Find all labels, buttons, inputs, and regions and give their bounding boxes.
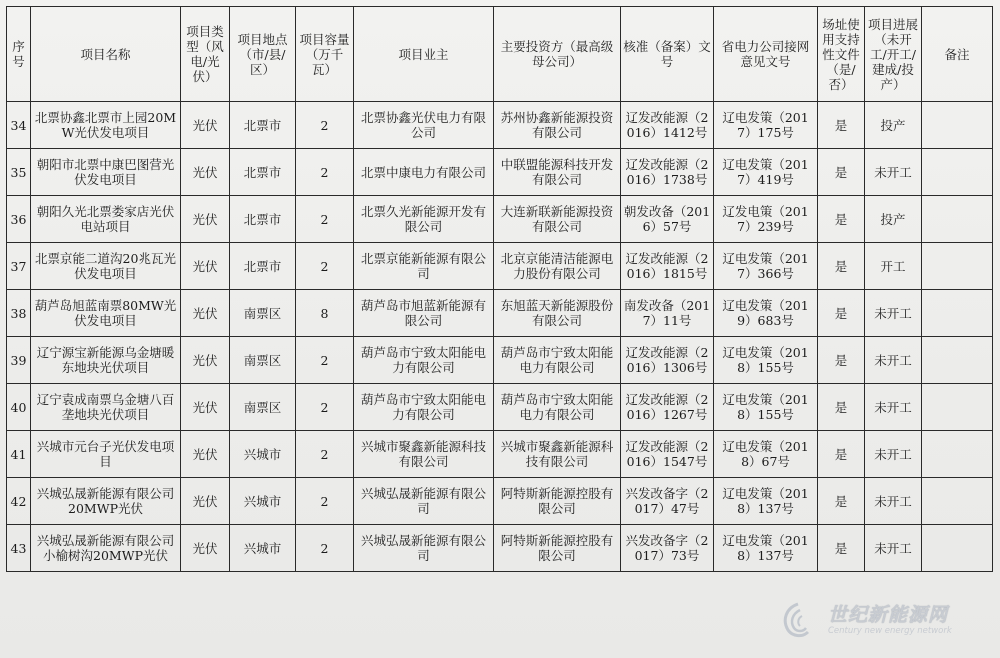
owner-cell: 葫芦岛市宁致太阳能电力有限公司 xyxy=(354,337,494,384)
row-number-cell: 38 xyxy=(7,290,31,337)
approval-number-cell: 辽发改能源（2016）1547号 xyxy=(621,431,714,478)
owner-cell: 北票中康电力有限公司 xyxy=(354,149,494,196)
header-cell: 项目名称 xyxy=(31,7,181,102)
header-row xyxy=(7,7,993,102)
project-name-cell: 朝阳久光北票娄家店光伏电站项目 xyxy=(31,196,181,243)
investor-cell: 葫芦岛市宁致太阳能电力有限公司 xyxy=(494,384,621,431)
grid-approval-cell: 辽电发策（2018）137号 xyxy=(714,478,818,525)
remarks-cell xyxy=(922,431,993,478)
project-location-cell: 北票市 xyxy=(230,196,296,243)
approval-number-cell: 兴发改备字（2017）73号 xyxy=(621,525,714,572)
investor-cell: 大连新联新能源投资有限公司 xyxy=(494,196,621,243)
progress-cell: 未开工 xyxy=(865,525,922,572)
remarks-cell xyxy=(922,149,993,196)
remarks-cell xyxy=(922,243,993,290)
owner-cell: 北票协鑫光伏电力有限公司 xyxy=(354,102,494,149)
remarks-cell xyxy=(922,196,993,243)
watermark xyxy=(776,598,986,644)
remarks-cell xyxy=(922,384,993,431)
header-cell: 核准（备案）文号 xyxy=(621,7,714,102)
project-name-cell: 北票协鑫北票市上园20MW光伏发电项目 xyxy=(31,102,181,149)
progress-cell: 投产 xyxy=(865,196,922,243)
approval-number-cell: 兴发改备字（2017）47号 xyxy=(621,478,714,525)
row-number-cell: 35 xyxy=(7,149,31,196)
capacity-cell: 2 xyxy=(296,149,354,196)
swirl-logo-icon xyxy=(776,600,820,644)
grid-approval-cell: 辽电发策（2018）155号 xyxy=(714,384,818,431)
capacity-cell: 2 xyxy=(296,384,354,431)
owner-cell: 兴城弘晟新能源有限公司 xyxy=(354,525,494,572)
owner-cell: 北票久光新能源开发有限公司 xyxy=(354,196,494,243)
header-cell: 项目地点（市/县/区） xyxy=(230,7,296,102)
project-location-cell: 南票区 xyxy=(230,337,296,384)
table-row xyxy=(7,337,993,384)
investor-cell: 北京京能清洁能源电力股份有限公司 xyxy=(494,243,621,290)
progress-cell: 未开工 xyxy=(865,384,922,431)
project-name-cell: 兴城市元台子光伏发电项目 xyxy=(31,431,181,478)
project-type-cell: 光伏 xyxy=(181,525,230,572)
remarks-cell xyxy=(922,337,993,384)
capacity-cell: 2 xyxy=(296,196,354,243)
row-number-cell: 41 xyxy=(7,431,31,478)
project-type-cell: 光伏 xyxy=(181,337,230,384)
project-location-cell: 兴城市 xyxy=(230,478,296,525)
capacity-cell: 2 xyxy=(296,478,354,525)
progress-cell: 未开工 xyxy=(865,478,922,525)
project-type-cell: 光伏 xyxy=(181,196,230,243)
project-name-cell: 朝阳市北票中康巴图营光伏发电项目 xyxy=(31,149,181,196)
owner-cell: 兴城弘晟新能源有限公司 xyxy=(354,478,494,525)
site-support-cell: 是 xyxy=(818,337,865,384)
table-row xyxy=(7,243,993,290)
table-row xyxy=(7,478,993,525)
investor-cell: 兴城市聚鑫新能源科技有限公司 xyxy=(494,431,621,478)
capacity-cell: 2 xyxy=(296,337,354,384)
table-row xyxy=(7,525,993,572)
project-name-cell: 兴城弘晟新能源有限公司20MWP光伏 xyxy=(31,478,181,525)
investor-cell: 中联盟能源科技开发有限公司 xyxy=(494,149,621,196)
progress-cell: 未开工 xyxy=(865,431,922,478)
project-type-cell: 光伏 xyxy=(181,149,230,196)
project-name-cell: 辽宁袁成南票乌金塘八百垄地块光伏项目 xyxy=(31,384,181,431)
remarks-cell xyxy=(922,102,993,149)
grid-approval-cell: 辽电发策（2017）175号 xyxy=(714,102,818,149)
investor-cell: 葫芦岛市宁致太阳能电力有限公司 xyxy=(494,337,621,384)
investor-cell: 东旭蓝天新能源股份有限公司 xyxy=(494,290,621,337)
project-name-cell: 北票京能二道沟20兆瓦光伏发电项目 xyxy=(31,243,181,290)
project-location-cell: 南票区 xyxy=(230,290,296,337)
project-type-cell: 光伏 xyxy=(181,102,230,149)
grid-approval-cell: 辽电发策（2017）366号 xyxy=(714,243,818,290)
header-cell: 序号 xyxy=(7,7,31,102)
investor-cell: 阿特斯新能源控股有限公司 xyxy=(494,478,621,525)
table-row xyxy=(7,384,993,431)
approval-number-cell: 辽发改能源（2016）1815号 xyxy=(621,243,714,290)
remarks-cell xyxy=(922,290,993,337)
header-cell: 备注 xyxy=(922,7,993,102)
owner-cell: 葫芦岛市旭蓝新能源有限公司 xyxy=(354,290,494,337)
progress-cell: 未开工 xyxy=(865,337,922,384)
investor-cell: 阿特斯新能源控股有限公司 xyxy=(494,525,621,572)
project-location-cell: 北票市 xyxy=(230,243,296,290)
project-location-cell: 北票市 xyxy=(230,102,296,149)
row-number-cell: 36 xyxy=(7,196,31,243)
header-cell: 项目进展（未开工/开工/建成/投产） xyxy=(865,7,922,102)
progress-cell: 未开工 xyxy=(865,149,922,196)
table-row xyxy=(7,290,993,337)
capacity-cell: 2 xyxy=(296,102,354,149)
capacity-cell: 2 xyxy=(296,525,354,572)
project-location-cell: 北票市 xyxy=(230,149,296,196)
site-support-cell: 是 xyxy=(818,478,865,525)
approval-number-cell: 辽发改能源（2016）1306号 xyxy=(621,337,714,384)
owner-cell: 北票京能新能源有限公司 xyxy=(354,243,494,290)
project-location-cell: 兴城市 xyxy=(230,431,296,478)
row-number-cell: 43 xyxy=(7,525,31,572)
approval-number-cell: 南发改备（2017）11号 xyxy=(621,290,714,337)
site-support-cell: 是 xyxy=(818,290,865,337)
approval-number-cell: 辽发改能源（2016）1738号 xyxy=(621,149,714,196)
grid-approval-cell: 辽电发策（2018）67号 xyxy=(714,431,818,478)
watermark-subtitle: Century new energy network xyxy=(828,626,952,636)
approval-number-cell: 辽发改能源（2016）1267号 xyxy=(621,384,714,431)
header-cell: 项目类型（风电/光伏） xyxy=(181,7,230,102)
approval-number-cell: 辽发改能源（2016）1412号 xyxy=(621,102,714,149)
capacity-cell: 2 xyxy=(296,431,354,478)
project-type-cell: 光伏 xyxy=(181,431,230,478)
remarks-cell xyxy=(922,525,993,572)
header-cell: 场址使用支持性文件（是/否） xyxy=(818,7,865,102)
owner-cell: 葫芦岛市宁致太阳能电力有限公司 xyxy=(354,384,494,431)
table-row xyxy=(7,196,993,243)
grid-approval-cell: 辽发电策（2017）239号 xyxy=(714,196,818,243)
site-support-cell: 是 xyxy=(818,431,865,478)
progress-cell: 开工 xyxy=(865,243,922,290)
project-type-cell: 光伏 xyxy=(181,243,230,290)
project-location-cell: 兴城市 xyxy=(230,525,296,572)
project-name-cell: 辽宁源宝新能源乌金塘暖东地块光伏项目 xyxy=(31,337,181,384)
project-type-cell: 光伏 xyxy=(181,384,230,431)
site-support-cell: 是 xyxy=(818,102,865,149)
grid-approval-cell: 辽电发策（2019）683号 xyxy=(714,290,818,337)
table-row xyxy=(7,431,993,478)
watermark-title: 世纪新能源网 xyxy=(828,604,949,626)
header-cell: 项目容量（万千瓦） xyxy=(296,7,354,102)
progress-cell: 投产 xyxy=(865,102,922,149)
row-number-cell: 42 xyxy=(7,478,31,525)
header-cell: 项目业主 xyxy=(354,7,494,102)
row-number-cell: 40 xyxy=(7,384,31,431)
table-body xyxy=(7,102,993,572)
row-number-cell: 34 xyxy=(7,102,31,149)
project-type-cell: 光伏 xyxy=(181,290,230,337)
table-row xyxy=(7,149,993,196)
row-number-cell: 39 xyxy=(7,337,31,384)
owner-cell: 兴城市聚鑫新能源科技有限公司 xyxy=(354,431,494,478)
approval-number-cell: 朝发改备（2016）57号 xyxy=(621,196,714,243)
site-support-cell: 是 xyxy=(818,149,865,196)
site-support-cell: 是 xyxy=(818,196,865,243)
grid-approval-cell: 辽电发策（2018）155号 xyxy=(714,337,818,384)
site-support-cell: 是 xyxy=(818,525,865,572)
table-row xyxy=(7,102,993,149)
site-support-cell: 是 xyxy=(818,243,865,290)
grid-approval-cell: 辽电发策（2017）419号 xyxy=(714,149,818,196)
remarks-cell xyxy=(922,478,993,525)
project-location-cell: 南票区 xyxy=(230,384,296,431)
project-table xyxy=(6,6,993,572)
investor-cell: 苏州协鑫新能源投资有限公司 xyxy=(494,102,621,149)
capacity-cell: 8 xyxy=(296,290,354,337)
header-cell: 主要投资方（最高级母公司） xyxy=(494,7,621,102)
project-name-cell: 葫芦岛旭蓝南票80MW光伏发电项目 xyxy=(31,290,181,337)
project-name-cell: 兴城弘晟新能源有限公司小榆树沟20MWP光伏 xyxy=(31,525,181,572)
capacity-cell: 2 xyxy=(296,243,354,290)
progress-cell: 未开工 xyxy=(865,290,922,337)
project-type-cell: 光伏 xyxy=(181,478,230,525)
header-cell: 省电力公司接网意见文号 xyxy=(714,7,818,102)
row-number-cell: 37 xyxy=(7,243,31,290)
grid-approval-cell: 辽电发策（2018）137号 xyxy=(714,525,818,572)
site-support-cell: 是 xyxy=(818,384,865,431)
